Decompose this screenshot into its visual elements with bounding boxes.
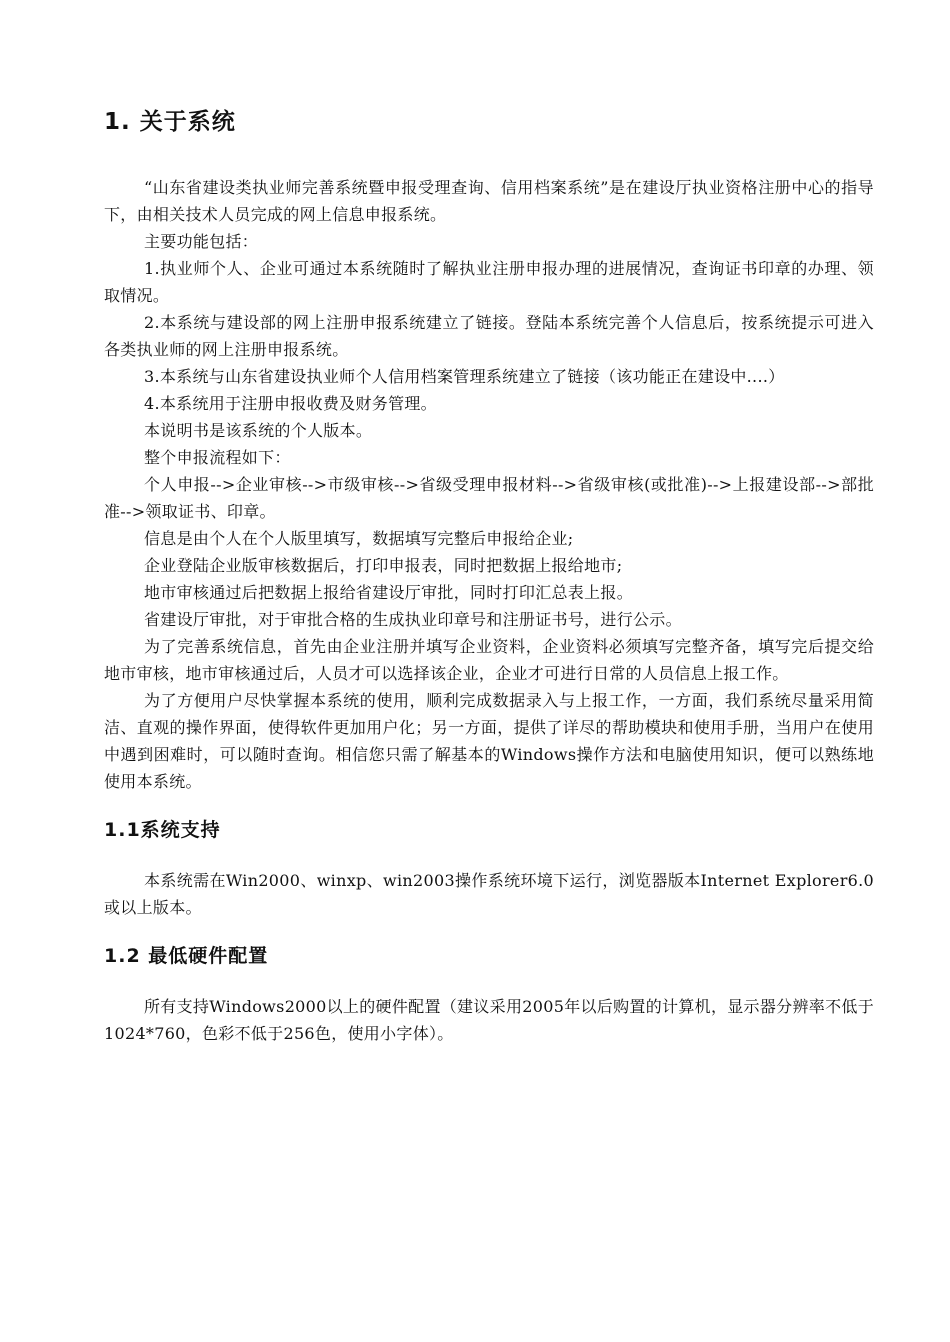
paragraph: 2.本系统与建设部的网上注册申报系统建立了链接。登陆本系统完善个人信息后，按系统提示可进入各类执业师的网上注册申报系统。 xyxy=(104,313,874,359)
paragraph: 3.本系统与山东省建设执业师个人信用档案管理系统建立了链接（该功能正在建设中....） xyxy=(144,367,785,386)
paragraph: 为了完善系统信息，首先由企业注册并填写企业资料，企业资料必须填写完整齐备，填写完后提交给地市审核，地市审核通过后，人员才可以选择该企业，企业才可进行日常的人员信息上报工作。 xyxy=(104,637,874,683)
paragraph: 4.本系统用于注册申报收费及财务管理。 xyxy=(144,394,437,413)
section-heading-minimum-hardware: 1.2 最低硬件配置 xyxy=(104,945,269,967)
paragraph: “山东省建设类执业师完善系统暨申报受理查询、信用档案系统”是在建设厅执业资格注册中心的指导下，由相关技术人员完成的网上信息申报系统。 xyxy=(104,178,874,224)
paragraph: 省建设厅审批，对于审批合格的生成执业印章号和注册证书号，进行公示。 xyxy=(144,610,682,629)
paragraph: 所有支持Windows2000以上的硬件配置（建议采用2005年以后购置的计算机，显示器分辨率不低于1024*760，色彩不低于256色，使用小字体）。 xyxy=(104,997,874,1043)
section-heading-system-support: 1.1系统支持 xyxy=(104,819,221,841)
paragraph: 主要功能包括： xyxy=(144,232,259,251)
paragraph: 地市审核通过后把数据上报给省建设厅审批，同时打印汇总表上报。 xyxy=(144,583,634,602)
paragraph: 本说明书是该系统的个人版本。 xyxy=(144,421,373,440)
paragraph: 为了方便用户尽快掌握本系统的使用，顺利完成数据录入与上报工作，一方面，我们系统尽量采用简洁、直观的操作界面，使得软件更加用户化；另一方面，提供了详尽的帮助模块和使用手册，当用户在使用中遇到困难时，可以随时查询。相信您只需了解基本的Windows操作方法和电脑使用知识，便可以熟练地使用本系统。 xyxy=(104,691,874,791)
paragraph: 本系统需在Win2000、winxp、win2003操作系统环境下运行，浏览器版本Internet Explorer6.0或以上版本。 xyxy=(104,871,874,917)
paragraph: 个人申报-->企业审核-->市级审核-->省级受理申报材料-->省级审核(或批准)-->上报建设部-->部批准-->领取证书、印章。 xyxy=(104,475,874,521)
paragraph: 1.执业师个人、企业可通过本系统随时了解执业注册申报办理的进展情况，查询证书印章的办理、领取情况。 xyxy=(104,259,874,305)
paragraph: 企业登陆企业版审核数据后，打印申报表，同时把数据上报给地市; xyxy=(144,556,623,575)
paragraph: 信息是由个人在个人版里填写，数据填写完整后申报给企业; xyxy=(144,529,574,548)
document-page xyxy=(104,104,874,1047)
paragraph: 整个申报流程如下： xyxy=(144,448,291,467)
section-heading-about-system: 1. 关于系统 xyxy=(104,109,236,135)
